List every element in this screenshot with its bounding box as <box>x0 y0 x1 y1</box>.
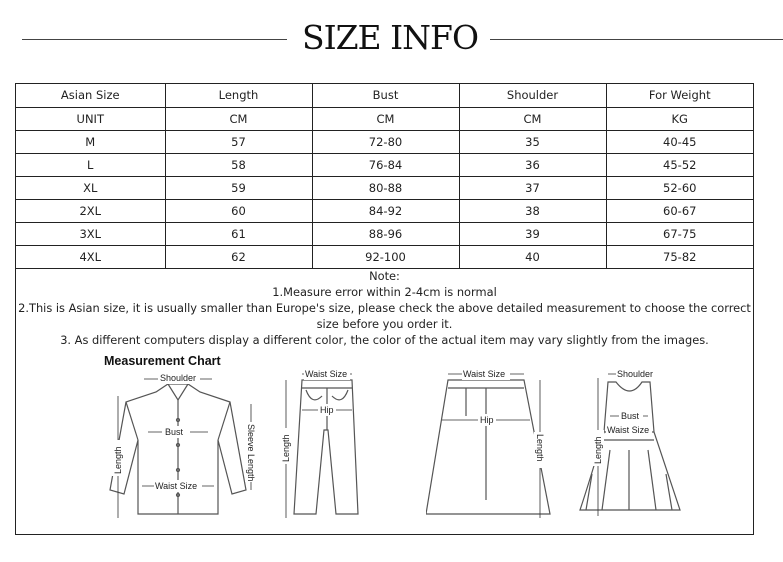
shirt-bust-label: Bust <box>165 427 184 437</box>
unit-cell: CM <box>312 107 459 130</box>
dress-diagram <box>574 370 694 522</box>
header-cell: Asian Size <box>16 84 165 107</box>
shirt-shoulder-label: Shoulder <box>160 373 197 383</box>
pants-length-label: Length <box>281 434 291 462</box>
table-cell: 37 <box>459 176 606 199</box>
header-cell: Shoulder <box>459 84 606 107</box>
unit-cell: CM <box>459 107 606 130</box>
table-cell: 45-52 <box>606 153 753 176</box>
pants-diagram <box>272 370 362 522</box>
table-cell: 84-92 <box>312 199 459 222</box>
skirt-diagram <box>426 370 556 522</box>
table-cell: 60 <box>165 199 312 222</box>
header-cell: For Weight <box>606 84 753 107</box>
table-cell: 40-45 <box>606 130 753 153</box>
table-cell: L <box>16 153 165 176</box>
table-cell: 38 <box>459 199 606 222</box>
title-divider-right <box>490 39 783 40</box>
table-cell: 67-75 <box>606 222 753 245</box>
skirt-outline <box>426 380 550 514</box>
table-cell: 3XL <box>16 222 165 245</box>
page-title: SIZE INFO <box>301 18 478 57</box>
table-cell: 58 <box>165 153 312 176</box>
skirt-length-label: Length <box>535 434 545 462</box>
unit-row <box>16 107 753 130</box>
table-row <box>16 130 753 153</box>
table-cell: 72-80 <box>312 130 459 153</box>
table-cell: 80-88 <box>312 176 459 199</box>
header-cell: Length <box>165 84 312 107</box>
table-cell: 57 <box>165 130 312 153</box>
pants-waist-label: Waist Size <box>305 370 348 379</box>
table-cell: 52-60 <box>606 176 753 199</box>
table-cell: 75-82 <box>606 245 753 268</box>
unit-cell: KG <box>606 107 753 130</box>
table-row <box>16 199 753 222</box>
size-table <box>16 84 753 269</box>
table-cell: XL <box>16 176 165 199</box>
table-cell: 61 <box>165 222 312 245</box>
table-cell: 76-84 <box>312 153 459 176</box>
size-info-frame <box>15 83 754 535</box>
table-cell: 36 <box>459 153 606 176</box>
table-row <box>16 176 753 199</box>
table-cell: M <box>16 130 165 153</box>
notes-block <box>16 268 753 348</box>
measurement-chart-title: Measurement Chart <box>104 354 221 368</box>
table-cell: 39 <box>459 222 606 245</box>
table-cell: 2XL <box>16 199 165 222</box>
title-divider-left <box>22 39 287 40</box>
note-line-2: 2.This is Asian size, it is usually smaller than Europe's size, please check the above detailed measurement to choose the correct size before you order it. <box>18 301 751 331</box>
dress-bust-label: Bust <box>621 411 640 421</box>
table-cell: 40 <box>459 245 606 268</box>
title-banner <box>0 14 783 64</box>
note-line-3: 3. As different computers display a different color, the color of the actual item may vary slightly from the images. <box>60 333 709 347</box>
unit-cell: UNIT <box>16 107 165 130</box>
table-cell: 4XL <box>16 245 165 268</box>
unit-cell: CM <box>165 107 312 130</box>
notes-heading: Note: <box>369 269 400 283</box>
dress-shoulder-label: Shoulder <box>617 370 654 379</box>
table-row <box>16 222 753 245</box>
shirt-length-label: Length <box>113 446 123 474</box>
table-cell: 92-100 <box>312 245 459 268</box>
dress-length-label: Length <box>593 436 603 464</box>
shirt-diagram <box>98 370 258 522</box>
table-cell: 60-67 <box>606 199 753 222</box>
table-cell: 62 <box>165 245 312 268</box>
table-row <box>16 153 753 176</box>
table-row <box>16 245 753 268</box>
table-cell: 35 <box>459 130 606 153</box>
shirt-waist-label: Waist Size <box>155 481 198 491</box>
pants-hip-label: Hip <box>320 405 334 415</box>
table-cell: 59 <box>165 176 312 199</box>
table-cell: 88-96 <box>312 222 459 245</box>
shirt-sleeve-label: Sleeve Length <box>246 424 256 482</box>
pants-outline <box>294 380 358 514</box>
skirt-hip-label: Hip <box>480 415 494 425</box>
header-row <box>16 84 753 107</box>
skirt-waist-label: Waist Size <box>463 370 506 379</box>
header-cell: Bust <box>312 84 459 107</box>
note-line-1: 1.Measure error within 2-4cm is normal <box>272 285 497 299</box>
dress-waist-label: Waist Size <box>607 425 650 435</box>
